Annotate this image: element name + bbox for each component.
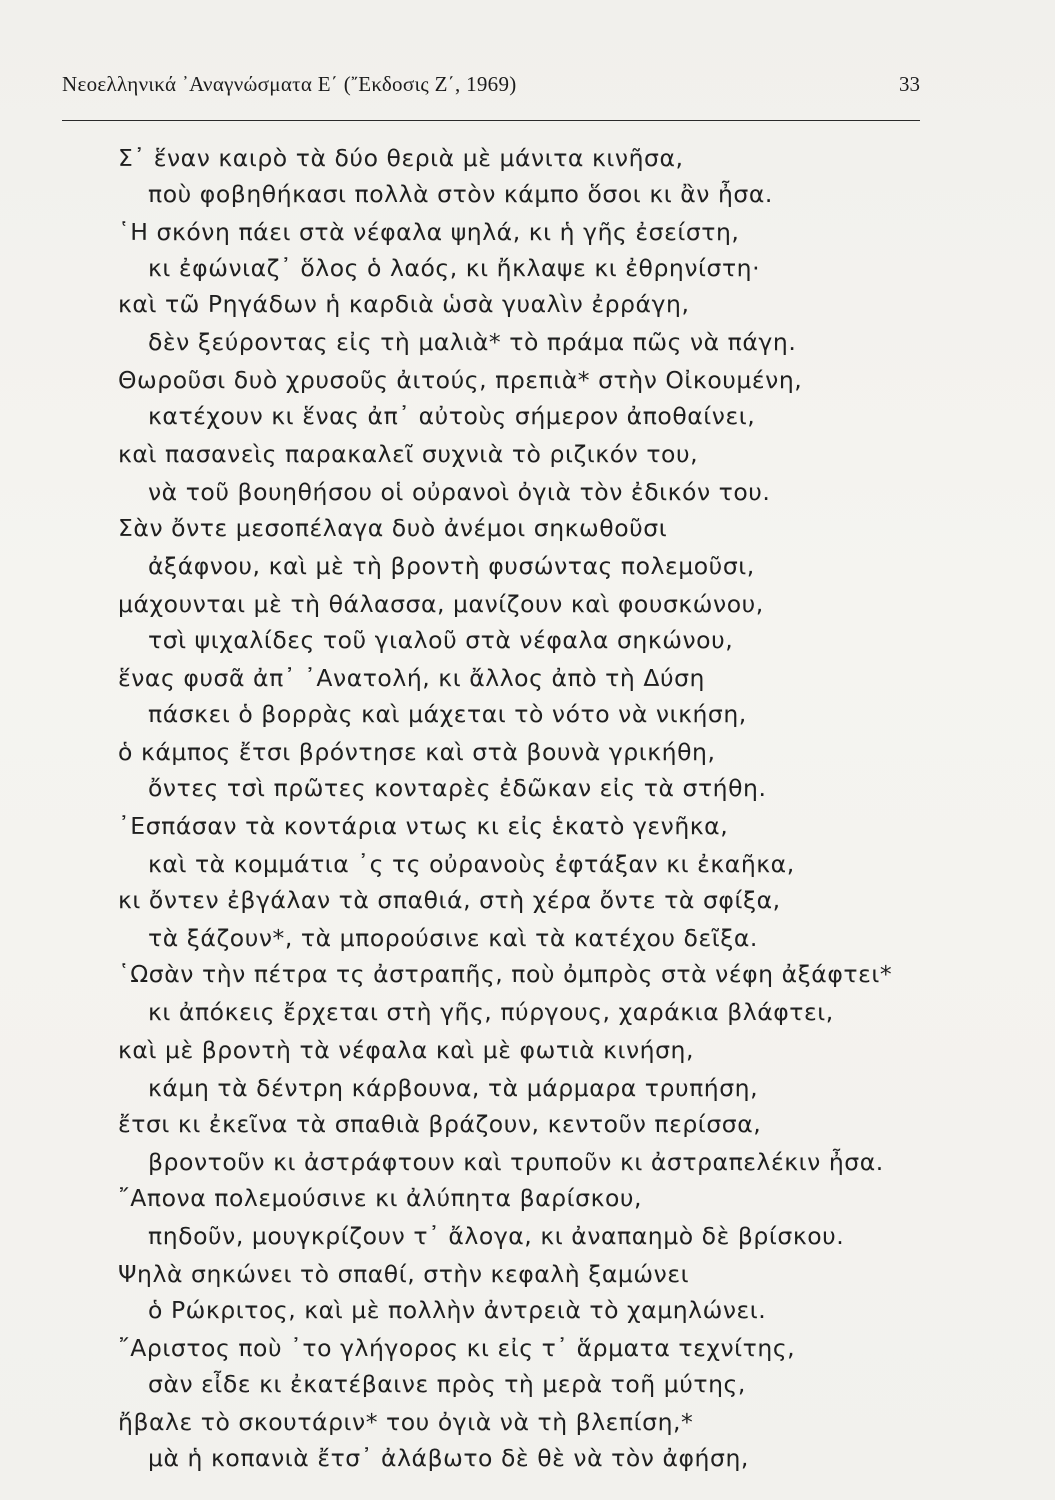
verse-line: πάσκει ὁ βορρὰς καὶ μάχεται τὸ νότο νὰ νικήση, [148,700,747,728]
verse-line: ᾿Εσπάσαν τὰ κοντάρια ντως κι εἰς ἑκατὸ γενῆκα, [118,812,729,840]
verse-line: κάμη τὰ δέντρη κάρβουνα, τὰ μάρμαρα τρυπήση, [148,1074,759,1102]
verse-line: κι ὄντεν ἐβγάλαν τὰ σπαθιά, στὴ χέρα ὄντε τὰ σφίξα, [118,886,781,914]
verse-line: δὲν ξεύροντας εἰς τὴ μαλιὰ* τὸ πράμα πῶς νὰ πάγη. [148,328,797,356]
verse-line: ὁ κάμπος ἔτσι βρόντησε καὶ στὰ βουνὰ γρικήθη, [118,738,716,766]
verse-line: μὰ ἡ κοπανιὰ ἔτσ᾿ ἀλάβωτο δὲ θὲ νὰ τὸν ἀφήση, [148,1444,749,1472]
verse-line: Ψηλὰ σηκώνει τὸ σπαθί, στὴν κεφαλὴ ξαμώνει [118,1260,690,1288]
verse-line: βροντοῦν κι ἀστράφτουν καὶ τρυποῦν κι ἀστραπελέκιν ἦσα. [148,1148,884,1176]
verse-line: Σὰν ὄντε μεσοπέλαγα δυὸ ἀνέμοι σηκωθοῦσι [118,514,668,542]
verse-line: ἕνας φυσᾶ ἀπ᾿ ᾿Ανατολή, κι ἄλλος ἀπὸ τὴ Δύση [118,664,705,692]
verse-line: ῾Ωσὰν τὴν πέτρα τς ἀστραπῆς, ποὺ ὀμπρὸς στὰ νέφη ἀξάφτει* [118,960,893,988]
verse-line: ὁ Ρώκριτος, καὶ μὲ πολλὴν ἀντρειὰ τὸ χαμηλώνει. [148,1296,767,1324]
verse-line: ἔτσι κι ἐκεῖνα τὰ σπαθιὰ βράζουν, κεντοῦν περίσσα, [118,1110,762,1138]
verse-line: ῎Αριστος ποὺ ᾿το γλήγορος κι εἰς τ᾿ ἅρματα τεχνίτης, [118,1334,796,1362]
verse-line: τσὶ ψιχαλίδες τοῦ γιαλοῦ στὰ νέφαλα σηκώνου, [148,626,734,654]
verse-line: κι ἐφώνιαζ᾿ ὅλος ὁ λαός, κι ἤκλαψε κι ἐθρηνίστη· [148,254,761,282]
verse-line: νὰ τοῦ βουηθήσου οἱ οὐρανοὶ ὀγιὰ τὸν ἐδικόν του. [148,478,771,506]
header-title: Νεοελληνικά ᾿Αναγνώσματα Ε΄ (῎Εκδοσις Ζ΄, 1969) [62,72,517,96]
verse-line: τὰ ξάζουν*, τὰ μπορούσινε καὶ τὰ κατέχου δεῖξα. [148,924,758,952]
verse-line: καὶ τὰ κομμάτια ᾿ς τς οὐρανοὺς ἐφτάξαν κι ἐκαῆκα, [148,850,795,878]
page-number: 33 [899,72,920,96]
header-rule [62,120,920,121]
verse-line: σὰν εἶδε κι ἐκατέβαινε πρὸς τὴ μερὰ τοῆ μύτης, [148,1370,746,1398]
verse-line: ῎Απονα πολεμούσινε κι ἀλύπητα βαρίσκου, [118,1184,643,1212]
verse-line: καὶ πασανεὶς παρακαλεῖ συχνιὰ τὸ ριζικόν του, [118,440,699,468]
verse-line: κι ἀπόκεις ἔρχεται στὴ γῆς, πύργους, χαράκια βλάφτει, [148,998,834,1026]
running-header [62,70,920,104]
verse-line: ῾Η σκόνη πάει στὰ νέφαλα ψηλά, κι ἡ γῆς ἐσείστη, [118,218,740,246]
verse-line: ποὺ φοβηθήκασι πολλὰ στὸν κάμπο ὅσοι κι ἂν ἦσα. [148,180,773,208]
verse-line: πηδοῦν, μουγκρίζουν τ᾿ ἄλογα, κι ἀναπαημὸ δὲ βρίσκου. [148,1222,845,1250]
verse-line: ἤβαλε τὸ σκουτάριν* του ὀγιὰ νὰ τὴ βλεπίση,* [118,1408,694,1436]
verse-line: καὶ τῶ Ρηγάδων ἡ καρδιὰ ὡσὰ γυαλὶν ἐρράγη, [118,290,690,318]
verse-line: μάχουνται μὲ τὴ θάλασσα, μανίζουν καὶ φουσκώνου, [118,590,764,618]
verse-line: Θωροῦσι δυὸ χρυσοῦς ἀιτούς, πρεπιὰ* στὴν Οἰκουμένη, [118,366,803,394]
verse-line: ἀξάφνου, καὶ μὲ τὴ βροντὴ φυσώντας πολεμοῦσι, [148,552,755,580]
verse-line: Σ᾿ ἕναν καιρὸ τὰ δύο θεριὰ μὲ μάνιτα κινῆσα, [118,144,684,172]
verse-line: κατέχουν κι ἕνας ἀπ᾿ αὐτοὺς σήμερον ἀποθαίνει, [148,402,756,430]
verse-line: ὄντες τσὶ πρῶτες κονταρὲς ἐδῶκαν εἰς τὰ στήθη. [148,774,767,802]
verse-line: καὶ μὲ βροντὴ τὰ νέφαλα καὶ μὲ φωτιὰ κινήση, [118,1036,695,1064]
